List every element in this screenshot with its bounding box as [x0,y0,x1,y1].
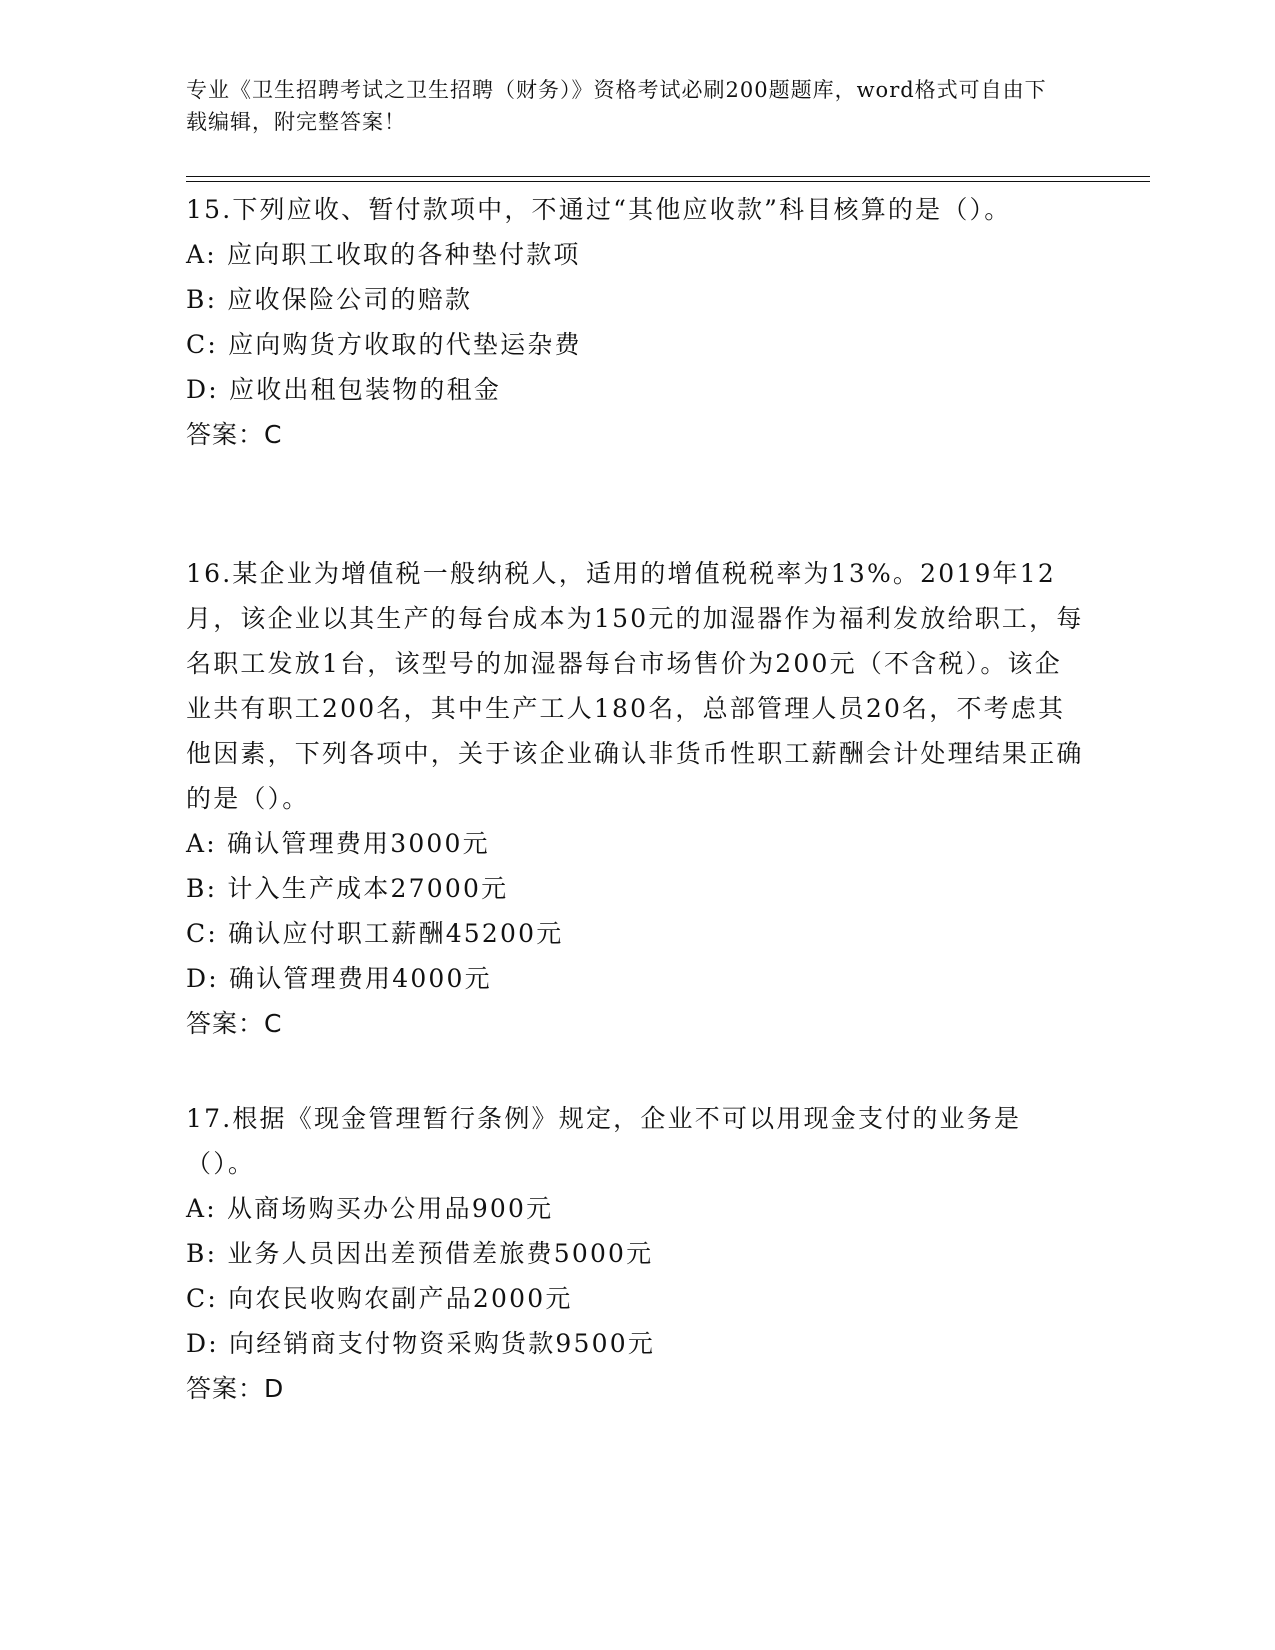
option-a: A: 确认管理费用3000元 [186,829,490,858]
option-a: A: 应向职工收取的各种垫付款项 [186,240,581,269]
question-16 [186,551,1086,1046]
question-stem: 16.某企业为增值税一般纳税人，适用的增值税税率为13%。2019年12月，该企业以其生产的每台成本为150元的加湿器作为福利发放给职工，每名职工发放1台，该型号的加湿器每台市场售价为200元（不含税）。该企业共有职工200名，其中生产工人180名，总部管理人员20名，不考虑其他因素，下列各项中，关于该企业确认非货币性职工薪酬会计处理结果正确的是（）。 [186,559,1084,813]
option-d: D: 向经销商支付物资采购货款9500元 [186,1329,656,1358]
answer-label: 答案：D [186,1374,285,1403]
answer-label: 答案：C [186,1009,283,1038]
option-d: D: 应收出租包装物的租金 [186,375,502,404]
header-divider-secondary [186,181,1150,182]
question-stem: 15.下列应收、暂付款项中，不通过“其他应收款”科目核算的是（）。 [186,195,1012,224]
option-b: B: 计入生产成本27000元 [186,874,509,903]
option-d: D: 确认管理费用4000元 [186,964,492,993]
option-a: A: 从商场购买办公用品900元 [186,1194,554,1223]
document-header: 专业《卫生招聘考试之卫生招聘（财务）》资格考试必刷200题题库，word格式可自由下载编辑，附完整答案！ [186,78,1047,134]
option-c: C: 应向购货方收取的代垫运杂费 [186,330,582,359]
option-b: B: 应收保险公司的赔款 [186,285,473,314]
question-17 [186,1096,1086,1411]
question-stem: 17.根据《现金管理暂行条例》规定，企业不可以用现金支付的业务是（）。 [186,1104,1022,1178]
question-15 [186,187,1086,457]
option-b: B: 业务人员因出差预借差旅费5000元 [186,1239,654,1268]
header-divider [186,176,1150,177]
option-c: C: 确认应付职工薪酬45200元 [186,919,564,948]
answer-label: 答案：C [186,420,283,449]
option-c: C: 向农民收购农副产品2000元 [186,1284,573,1313]
